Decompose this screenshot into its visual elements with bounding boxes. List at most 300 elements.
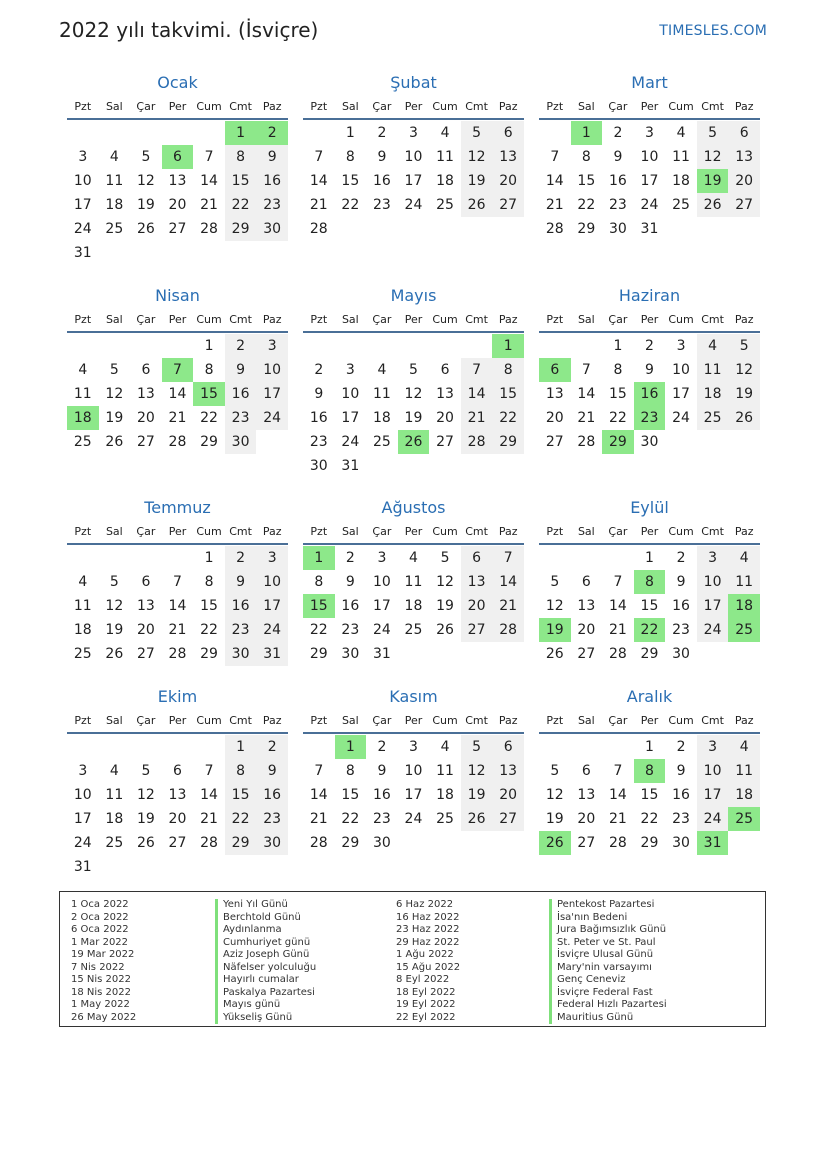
day[interactable]: 21	[168, 622, 187, 638]
day[interactable]: 22	[608, 410, 627, 426]
weekend-day[interactable]: 3	[256, 334, 288, 358]
weekend-day[interactable]: 16	[256, 783, 288, 807]
day[interactable]: 22	[341, 197, 360, 213]
day[interactable]: 13	[577, 787, 596, 803]
day[interactable]: 16	[309, 410, 328, 426]
holiday-day[interactable]: 18	[728, 594, 760, 618]
day[interactable]: 19	[436, 598, 454, 614]
day[interactable]: 11	[73, 386, 92, 402]
day[interactable]: 26	[105, 646, 124, 662]
day[interactable]: 9	[613, 149, 623, 165]
day[interactable]: 21	[309, 811, 328, 827]
day[interactable]: 31	[341, 458, 360, 474]
day[interactable]: 28	[608, 835, 627, 851]
weekend-day[interactable]: 19	[461, 169, 493, 193]
day[interactable]: 30	[341, 646, 360, 662]
day[interactable]: 3	[645, 125, 654, 141]
day[interactable]: 2	[377, 125, 387, 141]
weekend-day[interactable]: 7	[492, 546, 524, 570]
day[interactable]: 7	[613, 574, 623, 590]
day[interactable]: 19	[105, 410, 124, 426]
day[interactable]: 6	[581, 574, 591, 590]
holiday-day[interactable]: 2	[256, 121, 288, 145]
day[interactable]: 10	[640, 149, 659, 165]
day[interactable]: 1	[645, 739, 654, 755]
day[interactable]: 10	[341, 386, 360, 402]
weekend-day[interactable]: 10	[697, 570, 729, 594]
day[interactable]: 5	[409, 362, 418, 378]
holiday-day[interactable]: 29	[602, 430, 634, 454]
day[interactable]: 15	[640, 598, 659, 614]
day[interactable]: 3	[377, 550, 387, 566]
day[interactable]: 25	[672, 197, 690, 213]
weekend-day[interactable]: 15	[225, 783, 257, 807]
day[interactable]: 12	[136, 787, 155, 803]
day[interactable]: 14	[200, 173, 218, 189]
weekend-day[interactable]: 17	[256, 594, 288, 618]
day[interactable]: 19	[136, 197, 155, 213]
weekend-day[interactable]: 5	[697, 121, 729, 145]
weekend-day[interactable]: 13	[492, 759, 524, 783]
day[interactable]: 18	[404, 598, 423, 614]
holiday-day[interactable]: 26	[539, 831, 571, 855]
day[interactable]: 15	[341, 787, 360, 803]
day[interactable]: 4	[440, 125, 450, 141]
day[interactable]: 27	[136, 646, 155, 662]
day[interactable]: 20	[436, 410, 454, 426]
day[interactable]: 24	[341, 434, 360, 450]
day[interactable]: 13	[136, 598, 155, 614]
day[interactable]: 7	[314, 149, 324, 165]
day[interactable]: 9	[314, 386, 324, 402]
day[interactable]: 22	[200, 410, 218, 426]
weekend-day[interactable]: 27	[492, 193, 524, 217]
weekend-day[interactable]: 24	[256, 618, 288, 642]
day[interactable]: 2	[314, 362, 324, 378]
day[interactable]: 18	[105, 197, 124, 213]
day[interactable]: 26	[105, 434, 124, 450]
weekend-day[interactable]: 31	[256, 642, 288, 666]
day[interactable]: 8	[204, 362, 214, 378]
holiday-day[interactable]: 8	[634, 570, 666, 594]
day[interactable]: 16	[372, 173, 391, 189]
weekend-day[interactable]: 15	[492, 382, 524, 406]
day[interactable]: 22	[341, 811, 360, 827]
day[interactable]: 26	[545, 646, 564, 662]
day[interactable]: 17	[672, 386, 690, 402]
weekend-day[interactable]: 2	[256, 735, 288, 759]
day[interactable]: 26	[136, 835, 155, 851]
day[interactable]: 4	[109, 149, 119, 165]
day[interactable]: 8	[613, 362, 623, 378]
weekend-day[interactable]: 7	[461, 358, 493, 382]
day[interactable]: 17	[341, 410, 360, 426]
day[interactable]: 13	[136, 386, 155, 402]
weekend-day[interactable]: 23	[256, 807, 288, 831]
weekend-day[interactable]: 22	[225, 193, 257, 217]
day[interactable]: 11	[436, 763, 454, 779]
weekend-day[interactable]: 30	[225, 642, 257, 666]
holiday-day[interactable]: 19	[539, 618, 571, 642]
day[interactable]: 13	[168, 787, 187, 803]
weekend-day[interactable]: 23	[225, 618, 257, 642]
day[interactable]: 6	[581, 763, 591, 779]
day[interactable]: 24	[404, 197, 423, 213]
day[interactable]: 12	[436, 574, 454, 590]
day[interactable]: 21	[545, 197, 564, 213]
weekend-day[interactable]: 26	[728, 406, 760, 430]
day[interactable]: 4	[676, 125, 686, 141]
day[interactable]: 16	[372, 787, 391, 803]
day[interactable]: 25	[105, 835, 124, 851]
day[interactable]: 20	[577, 622, 596, 638]
day[interactable]: 5	[109, 362, 119, 378]
weekend-day[interactable]: 21	[461, 406, 493, 430]
weekend-day[interactable]: 16	[256, 169, 288, 193]
holiday-day[interactable]: 16	[634, 382, 666, 406]
day[interactable]: 5	[141, 763, 151, 779]
day[interactable]: 3	[78, 149, 88, 165]
weekend-day[interactable]: 3	[697, 735, 729, 759]
weekend-day[interactable]: 23	[225, 406, 257, 430]
day[interactable]: 5	[440, 550, 450, 566]
day[interactable]: 8	[345, 763, 355, 779]
day[interactable]: 4	[78, 574, 88, 590]
day[interactable]: 21	[200, 811, 218, 827]
holiday-day[interactable]: 22	[634, 618, 666, 642]
day[interactable]: 2	[645, 338, 654, 354]
day[interactable]: 9	[377, 149, 387, 165]
weekend-day[interactable]: 11	[728, 759, 760, 783]
day[interactable]: 29	[341, 835, 360, 851]
day[interactable]: 20	[577, 811, 596, 827]
weekend-day[interactable]: 8	[225, 145, 257, 169]
holiday-day[interactable]: 18	[67, 406, 99, 430]
day[interactable]: 16	[341, 598, 360, 614]
day[interactable]: 20	[136, 622, 155, 638]
day[interactable]: 14	[309, 173, 328, 189]
day[interactable]: 2	[676, 739, 686, 755]
day[interactable]: 23	[372, 811, 391, 827]
day[interactable]: 18	[73, 622, 92, 638]
day[interactable]: 5	[550, 574, 560, 590]
weekend-day[interactable]: 15	[225, 169, 257, 193]
day[interactable]: 14	[309, 787, 328, 803]
day[interactable]: 29	[577, 221, 596, 237]
day[interactable]: 11	[404, 574, 423, 590]
weekend-day[interactable]: 9	[225, 358, 257, 382]
day[interactable]: 29	[200, 434, 218, 450]
day[interactable]: 30	[640, 434, 659, 450]
weekend-day[interactable]: 10	[256, 358, 288, 382]
day[interactable]: 12	[105, 598, 124, 614]
day[interactable]: 9	[676, 763, 686, 779]
day[interactable]: 7	[613, 763, 623, 779]
day[interactable]: 28	[168, 646, 187, 662]
weekend-day[interactable]: 9	[256, 759, 288, 783]
day[interactable]: 4	[109, 763, 119, 779]
day[interactable]: 31	[73, 859, 92, 875]
day[interactable]: 25	[73, 646, 92, 662]
day[interactable]: 4	[78, 362, 88, 378]
day[interactable]: 9	[676, 574, 686, 590]
day[interactable]: 25	[372, 434, 391, 450]
day[interactable]: 24	[640, 197, 659, 213]
day[interactable]: 22	[640, 811, 659, 827]
day[interactable]: 10	[73, 173, 92, 189]
day[interactable]: 19	[404, 410, 423, 426]
day[interactable]: 18	[436, 173, 454, 189]
weekend-day[interactable]: 1	[225, 735, 257, 759]
day[interactable]: 28	[309, 835, 328, 851]
day[interactable]: 2	[613, 125, 623, 141]
weekend-day[interactable]: 6	[492, 735, 524, 759]
day[interactable]: 21	[168, 410, 187, 426]
weekend-day[interactable]: 5	[461, 735, 493, 759]
day[interactable]: 1	[204, 338, 214, 354]
day[interactable]: 30	[608, 221, 627, 237]
weekend-day[interactable]: 2	[225, 546, 257, 570]
day[interactable]: 7	[204, 763, 214, 779]
holiday-day[interactable]: 1	[225, 121, 257, 145]
day[interactable]: 14	[168, 386, 187, 402]
day[interactable]: 12	[545, 787, 564, 803]
day[interactable]: 18	[105, 811, 124, 827]
day[interactable]: 11	[436, 149, 454, 165]
day[interactable]: 8	[204, 574, 214, 590]
weekend-day[interactable]: 13	[461, 570, 493, 594]
day[interactable]: 17	[404, 173, 423, 189]
holiday-day[interactable]: 7	[162, 358, 194, 382]
holiday-day[interactable]: 1	[335, 735, 367, 759]
day[interactable]: 21	[577, 410, 596, 426]
weekend-day[interactable]: 18	[697, 382, 729, 406]
day[interactable]: 17	[73, 811, 92, 827]
weekend-day[interactable]: 12	[697, 145, 729, 169]
day[interactable]: 3	[409, 739, 418, 755]
day[interactable]: 28	[608, 646, 627, 662]
day[interactable]: 23	[672, 622, 690, 638]
day[interactable]: 25	[73, 434, 92, 450]
weekend-day[interactable]: 25	[697, 406, 729, 430]
holiday-day[interactable]: 1	[571, 121, 603, 145]
day[interactable]: 19	[136, 811, 155, 827]
day[interactable]: 11	[672, 149, 690, 165]
day[interactable]: 27	[168, 835, 187, 851]
weekend-day[interactable]: 5	[728, 334, 760, 358]
day[interactable]: 21	[200, 197, 218, 213]
weekend-day[interactable]: 16	[225, 594, 257, 618]
day[interactable]: 10	[404, 763, 423, 779]
day[interactable]: 10	[73, 787, 92, 803]
weekend-day[interactable]: 3	[256, 546, 288, 570]
day[interactable]: 4	[377, 362, 387, 378]
weekend-day[interactable]: 4	[697, 334, 729, 358]
holiday-day[interactable]: 25	[728, 618, 760, 642]
weekend-day[interactable]: 13	[492, 145, 524, 169]
day[interactable]: 14	[200, 787, 218, 803]
day[interactable]: 18	[672, 173, 690, 189]
weekend-day[interactable]: 3	[697, 546, 729, 570]
day[interactable]: 30	[672, 646, 690, 662]
weekend-day[interactable]: 9	[256, 145, 288, 169]
day[interactable]: 21	[608, 811, 627, 827]
day[interactable]: 2	[345, 550, 355, 566]
weekend-day[interactable]: 17	[256, 382, 288, 406]
day[interactable]: 22	[309, 622, 328, 638]
day[interactable]: 31	[640, 221, 659, 237]
day[interactable]: 14	[545, 173, 564, 189]
day[interactable]: 2	[676, 550, 686, 566]
day[interactable]: 5	[550, 763, 560, 779]
weekend-day[interactable]: 6	[728, 121, 760, 145]
weekend-day[interactable]: 17	[697, 783, 729, 807]
weekend-day[interactable]: 19	[461, 783, 493, 807]
holiday-day[interactable]: 8	[634, 759, 666, 783]
day[interactable]: 14	[608, 598, 627, 614]
weekend-day[interactable]: 14	[492, 570, 524, 594]
day[interactable]: 16	[672, 598, 690, 614]
weekend-day[interactable]: 27	[728, 193, 760, 217]
day[interactable]: 7	[314, 763, 324, 779]
weekend-day[interactable]: 30	[256, 217, 288, 241]
day[interactable]: 14	[168, 598, 187, 614]
day[interactable]: 3	[409, 125, 418, 141]
day[interactable]: 16	[672, 787, 690, 803]
weekend-day[interactable]: 20	[492, 169, 524, 193]
day[interactable]: 4	[440, 739, 450, 755]
day[interactable]: 2	[377, 739, 387, 755]
day[interactable]: 21	[608, 622, 627, 638]
day[interactable]: 7	[550, 149, 560, 165]
day[interactable]: 22	[200, 622, 218, 638]
weekend-day[interactable]: 13	[728, 145, 760, 169]
day[interactable]: 8	[314, 574, 324, 590]
day[interactable]: 28	[200, 835, 218, 851]
day[interactable]: 12	[404, 386, 423, 402]
day[interactable]: 1	[345, 125, 355, 141]
day[interactable]: 14	[608, 787, 627, 803]
day[interactable]: 15	[608, 386, 627, 402]
weekend-day[interactable]: 27	[492, 807, 524, 831]
day[interactable]: 3	[345, 362, 355, 378]
day[interactable]: 23	[309, 434, 328, 450]
weekend-day[interactable]: 11	[697, 358, 729, 382]
day[interactable]: 3	[676, 338, 686, 354]
day[interactable]: 20	[168, 197, 187, 213]
day[interactable]: 12	[545, 598, 564, 614]
holiday-day[interactable]: 15	[193, 382, 225, 406]
day[interactable]: 27	[577, 646, 596, 662]
weekend-day[interactable]: 4	[728, 735, 760, 759]
weekend-day[interactable]: 27	[461, 618, 493, 642]
day[interactable]: 11	[105, 787, 124, 803]
day[interactable]: 12	[136, 173, 155, 189]
weekend-day[interactable]: 26	[461, 807, 493, 831]
weekend-day[interactable]: 6	[492, 121, 524, 145]
day[interactable]: 16	[608, 173, 627, 189]
day[interactable]: 26	[136, 221, 155, 237]
weekend-day[interactable]: 2	[225, 334, 257, 358]
weekend-day[interactable]: 12	[461, 145, 493, 169]
weekend-day[interactable]: 10	[256, 570, 288, 594]
day[interactable]: 20	[168, 811, 187, 827]
day[interactable]: 28	[168, 434, 187, 450]
day[interactable]: 25	[105, 221, 124, 237]
day[interactable]: 1	[645, 550, 654, 566]
day[interactable]: 7	[173, 574, 182, 590]
day[interactable]: 15	[200, 598, 218, 614]
day[interactable]: 31	[73, 245, 92, 261]
day[interactable]: 8	[581, 149, 591, 165]
day[interactable]: 27	[577, 835, 596, 851]
weekend-day[interactable]: 9	[225, 570, 257, 594]
day[interactable]: 6	[141, 362, 151, 378]
holiday-day[interactable]: 26	[398, 430, 430, 454]
day[interactable]: 19	[545, 811, 564, 827]
day[interactable]: 29	[640, 646, 659, 662]
day[interactable]: 29	[640, 835, 659, 851]
day[interactable]: 30	[372, 835, 391, 851]
holiday-day[interactable]: 1	[303, 546, 335, 570]
weekend-day[interactable]: 26	[697, 193, 729, 217]
weekend-day[interactable]: 30	[225, 430, 257, 454]
day[interactable]: 10	[404, 149, 423, 165]
day[interactable]: 24	[73, 835, 92, 851]
day[interactable]: 17	[404, 787, 423, 803]
day[interactable]: 27	[168, 221, 187, 237]
day[interactable]: 30	[309, 458, 328, 474]
day[interactable]: 20	[545, 410, 564, 426]
day[interactable]: 7	[581, 362, 591, 378]
holiday-day[interactable]: 1	[492, 334, 524, 358]
day[interactable]: 15	[577, 173, 596, 189]
day[interactable]: 11	[73, 598, 92, 614]
day[interactable]: 1	[204, 550, 214, 566]
holiday-day[interactable]: 6	[539, 358, 571, 382]
day[interactable]: 29	[309, 646, 328, 662]
weekend-day[interactable]: 18	[728, 783, 760, 807]
day[interactable]: 11	[372, 386, 391, 402]
day[interactable]: 13	[545, 386, 564, 402]
day[interactable]: 28	[577, 434, 596, 450]
weekend-day[interactable]: 11	[728, 570, 760, 594]
weekend-day[interactable]: 16	[225, 382, 257, 406]
day[interactable]: 17	[640, 173, 659, 189]
day[interactable]: 1	[613, 338, 623, 354]
weekend-day[interactable]: 20	[492, 783, 524, 807]
weekend-day[interactable]: 29	[492, 430, 524, 454]
day[interactable]: 17	[73, 197, 92, 213]
weekend-day[interactable]: 10	[697, 759, 729, 783]
weekend-day[interactable]: 24	[697, 807, 729, 831]
day[interactable]: 28	[200, 221, 218, 237]
weekend-day[interactable]: 20	[728, 169, 760, 193]
holiday-day[interactable]: 15	[303, 594, 335, 618]
weekend-day[interactable]: 22	[225, 807, 257, 831]
weekend-day[interactable]: 4	[728, 546, 760, 570]
weekend-day[interactable]: 22	[492, 406, 524, 430]
day[interactable]: 23	[672, 811, 690, 827]
day[interactable]: 25	[436, 197, 454, 213]
day[interactable]: 25	[436, 811, 454, 827]
day[interactable]: 12	[105, 386, 124, 402]
weekend-day[interactable]: 12	[728, 358, 760, 382]
weekend-day[interactable]: 28	[492, 618, 524, 642]
day[interactable]: 15	[341, 173, 360, 189]
day[interactable]: 9	[377, 763, 387, 779]
day[interactable]: 18	[372, 410, 391, 426]
